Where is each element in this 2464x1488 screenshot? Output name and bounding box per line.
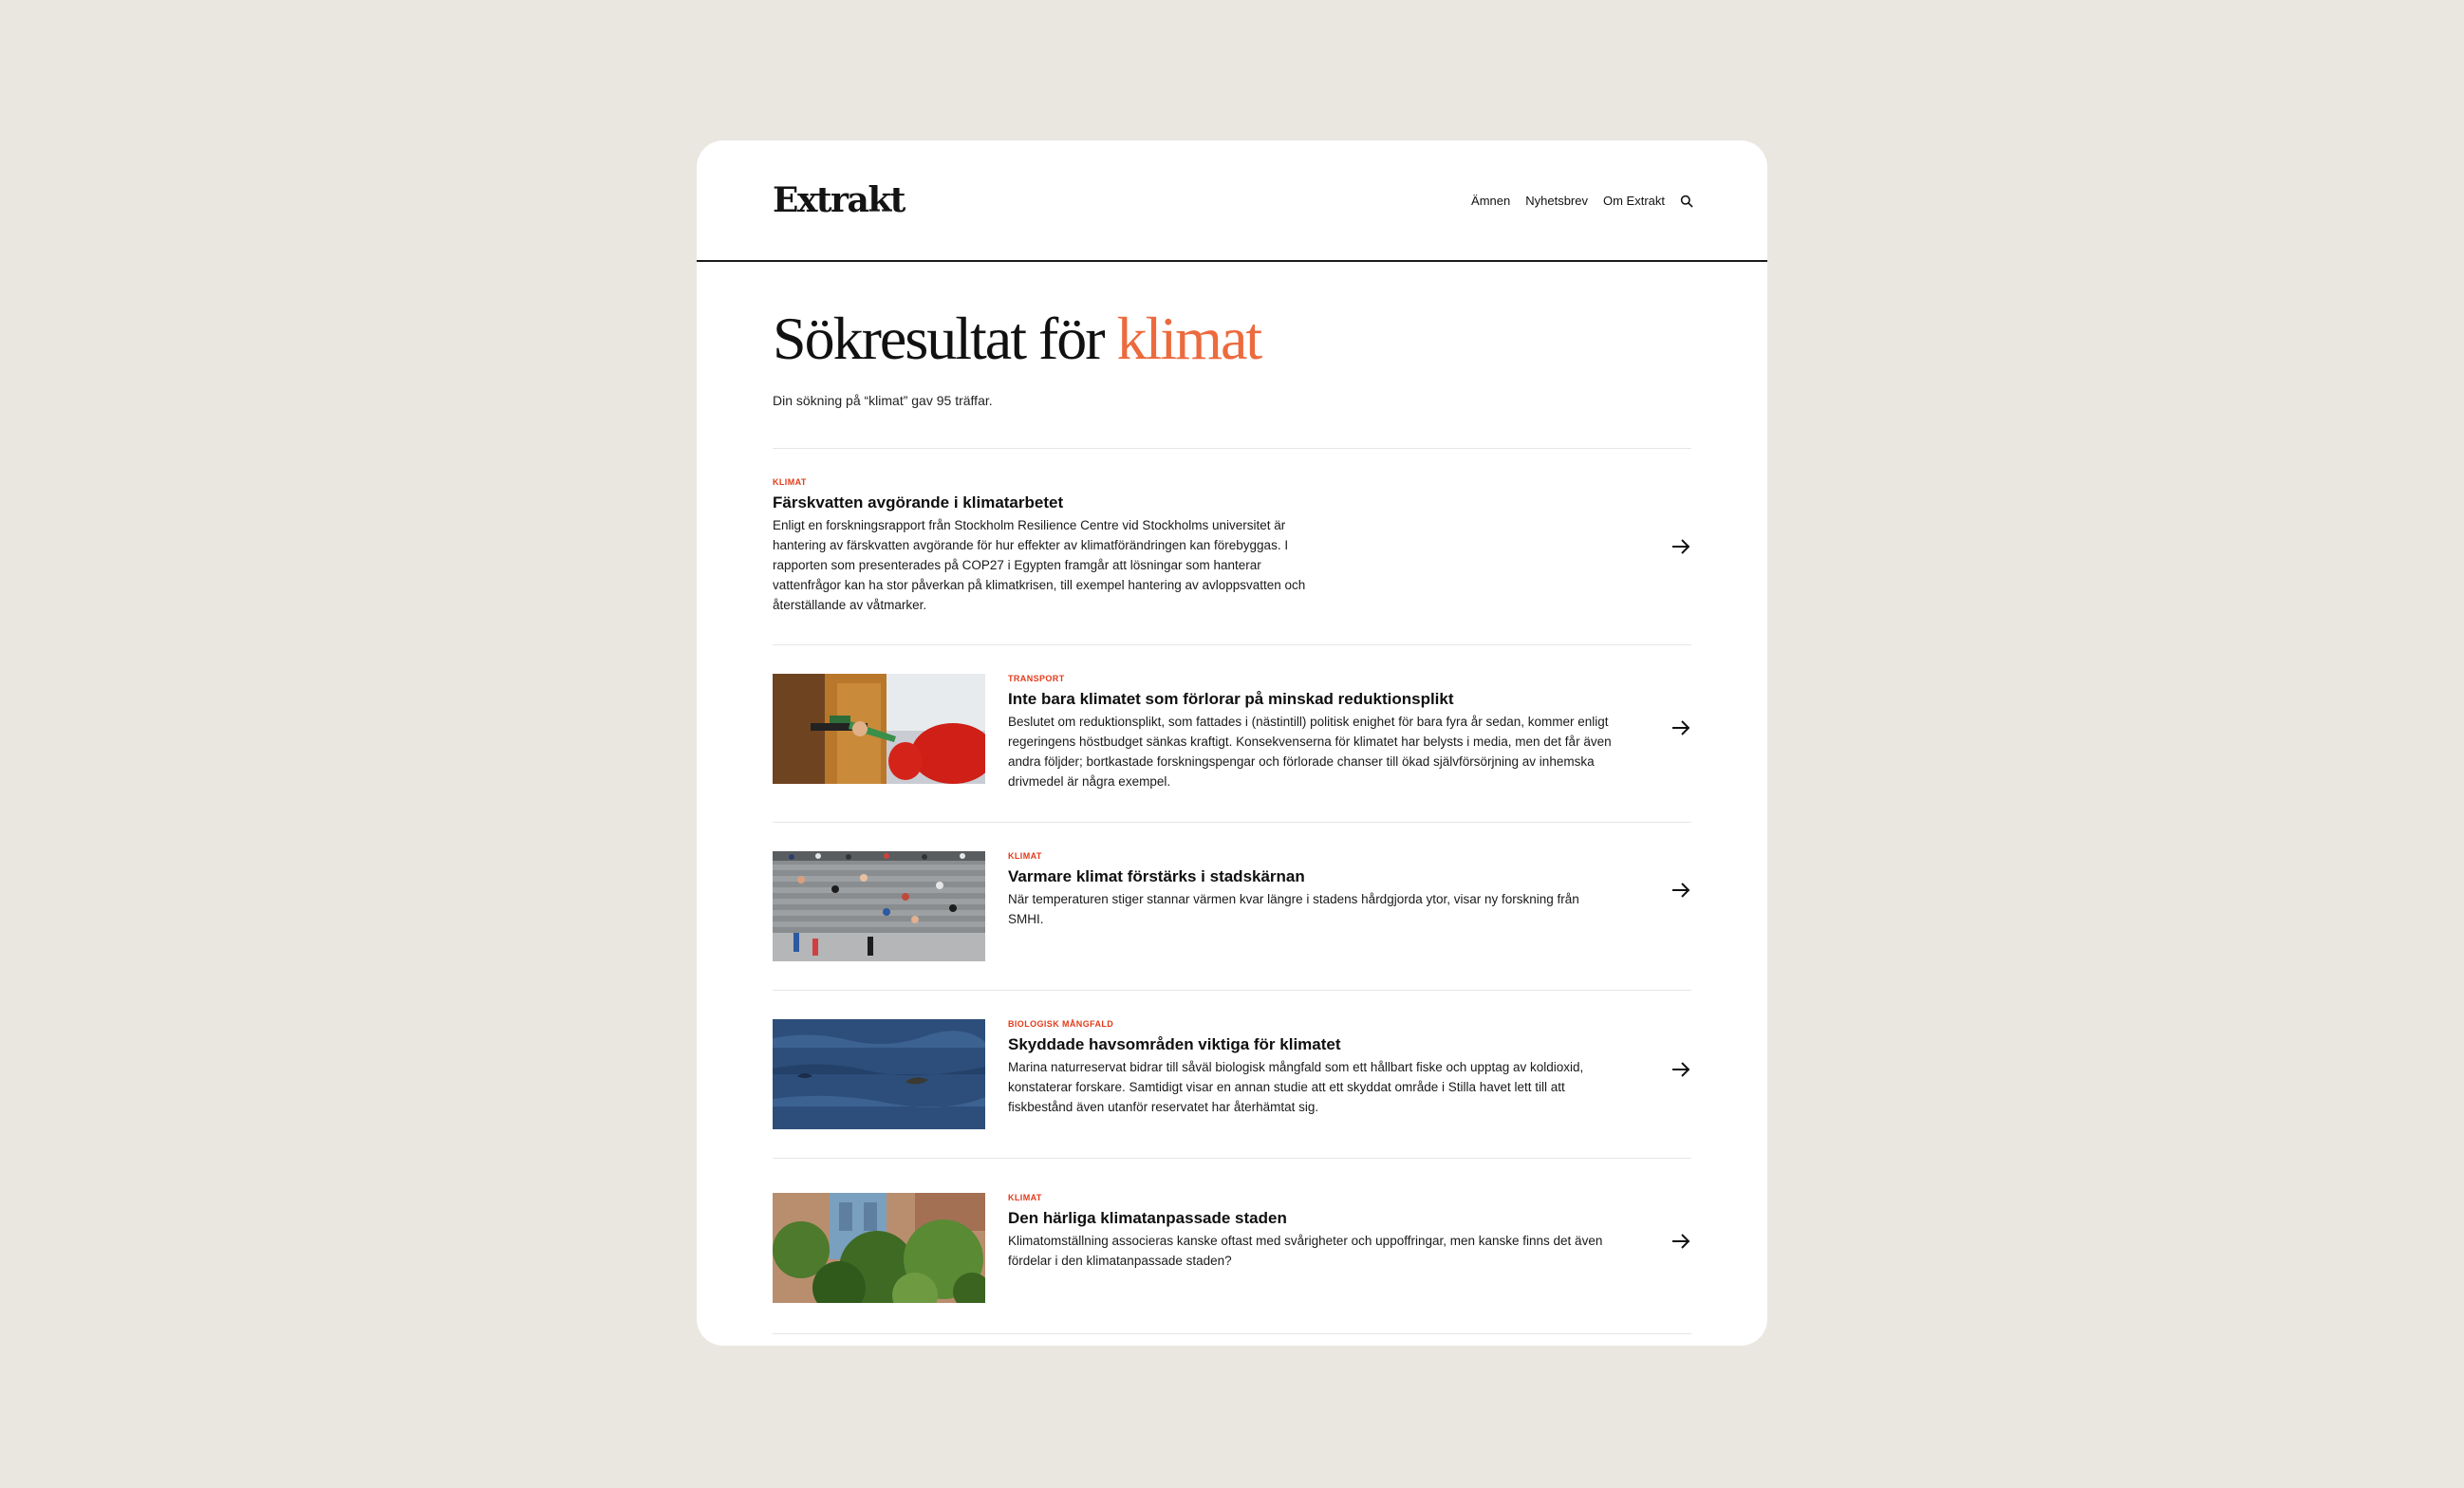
result-item[interactable] bbox=[773, 991, 1691, 1159]
result-excerpt: Beslutet om reduktionsplikt, som fattades i (nästintill) politisk enighet för bara fyra år sedan, kommer enligt regeringens höstbudget sänkas kraftigt. Konsekvenserna för klimatet har belysts i media, men det får även andra följder; bortkastade forskningspengar och förlorade chanser till ökad självförsörjning av inhemska drivmedel är några exempel. bbox=[1008, 715, 1612, 789]
fuel-pump-photo[interactable] bbox=[773, 674, 985, 784]
result-text bbox=[1008, 851, 1615, 929]
result-text bbox=[1008, 1019, 1615, 1117]
result-category[interactable]: BIOLOGISK MÅNGFALD bbox=[1008, 1019, 1114, 1029]
search-term: klimat bbox=[1116, 305, 1261, 372]
result-category[interactable]: KLIMAT bbox=[1008, 1193, 1042, 1202]
city-steps-photo[interactable] bbox=[773, 851, 985, 961]
result-item[interactable] bbox=[773, 449, 1691, 645]
arrow-right-icon[interactable] bbox=[1671, 717, 1691, 738]
result-excerpt: Marina naturreservat bidrar till såväl biologisk mångfald som ett hållbart fiske och upptag av koldioxid, konstaterar forskare. Samtidigt visar en annan studie att ett skyddat område i Stilla havet lett till att fiskbestånd även utanför reservatet har återhämtat sig. bbox=[1008, 1060, 1584, 1114]
ocean-photo[interactable] bbox=[773, 1019, 985, 1129]
title-prefix: Sökresultat för bbox=[773, 305, 1104, 372]
arrow-right-icon[interactable] bbox=[1671, 536, 1691, 557]
result-text bbox=[1008, 674, 1615, 791]
nav-item-amnen[interactable]: Ämnen bbox=[1471, 194, 1511, 208]
result-text bbox=[773, 477, 1314, 615]
main-nav bbox=[1471, 194, 1693, 208]
site-header bbox=[697, 140, 1767, 262]
content-card bbox=[697, 140, 1767, 1346]
nav-item-nyhetsbrev[interactable]: Nyhetsbrev bbox=[1525, 194, 1588, 208]
arrow-right-icon[interactable] bbox=[1671, 880, 1691, 901]
nav-item-om-extrakt[interactable]: Om Extrakt bbox=[1602, 194, 1665, 208]
result-headline[interactable]: Färskvatten avgörande i klimatarbetet bbox=[773, 493, 1064, 512]
result-excerpt: När temperaturen stiger stannar värmen kvar längre i stadens hårdgjorda ytor, visar ny forskning från SMHI. bbox=[1008, 892, 1579, 926]
result-item[interactable] bbox=[773, 1159, 1691, 1334]
page-title bbox=[773, 304, 1260, 374]
arrow-right-icon[interactable] bbox=[1671, 1059, 1691, 1080]
arrow-right-icon[interactable] bbox=[1671, 1231, 1691, 1252]
result-item[interactable] bbox=[773, 823, 1691, 991]
result-category[interactable]: TRANSPORT bbox=[1008, 674, 1065, 683]
result-excerpt: Enligt en forskningsrapport från Stockholm Resilience Centre vid Stockholms universitet är hantering av färskvatten avgörande för hur effekter av klimatförändringen kan förebyggas. I rapporten som presenterades på COP27 i Egypten framgår att lösningar som hanterar vattenfrågor kan ha stor påverkan på klimatkrisen, till exempel hantering av avloppsvatten och återställande av våtmarker. bbox=[773, 518, 1306, 612]
result-headline[interactable]: Inte bara klimatet som förlorar på minskad reduktionsplikt bbox=[1008, 690, 1454, 708]
result-text bbox=[1008, 1193, 1615, 1271]
result-item[interactable] bbox=[773, 645, 1691, 823]
search-icon[interactable] bbox=[1680, 195, 1693, 208]
result-excerpt: Klimatomställning associeras kanske oftast med svårigheter och uppoffringar, men kanske finns det även fördelar i den klimatanpassade staden? bbox=[1008, 1234, 1603, 1268]
results-list bbox=[773, 448, 1691, 1334]
result-category[interactable]: KLIMAT bbox=[1008, 851, 1042, 861]
greenery-building-photo[interactable] bbox=[773, 1193, 985, 1303]
results-summary: Din sökning på “klimat” gav 95 träffar. bbox=[773, 393, 993, 408]
result-headline[interactable]: Skyddade havsområden viktiga för klimatet bbox=[1008, 1035, 1341, 1053]
site-logo[interactable]: Extrakt bbox=[773, 180, 905, 220]
result-category[interactable]: KLIMAT bbox=[773, 477, 807, 487]
result-headline[interactable]: Varmare klimat förstärks i stadskärnan bbox=[1008, 867, 1305, 885]
result-headline[interactable]: Den härliga klimatanpassade staden bbox=[1008, 1209, 1287, 1227]
